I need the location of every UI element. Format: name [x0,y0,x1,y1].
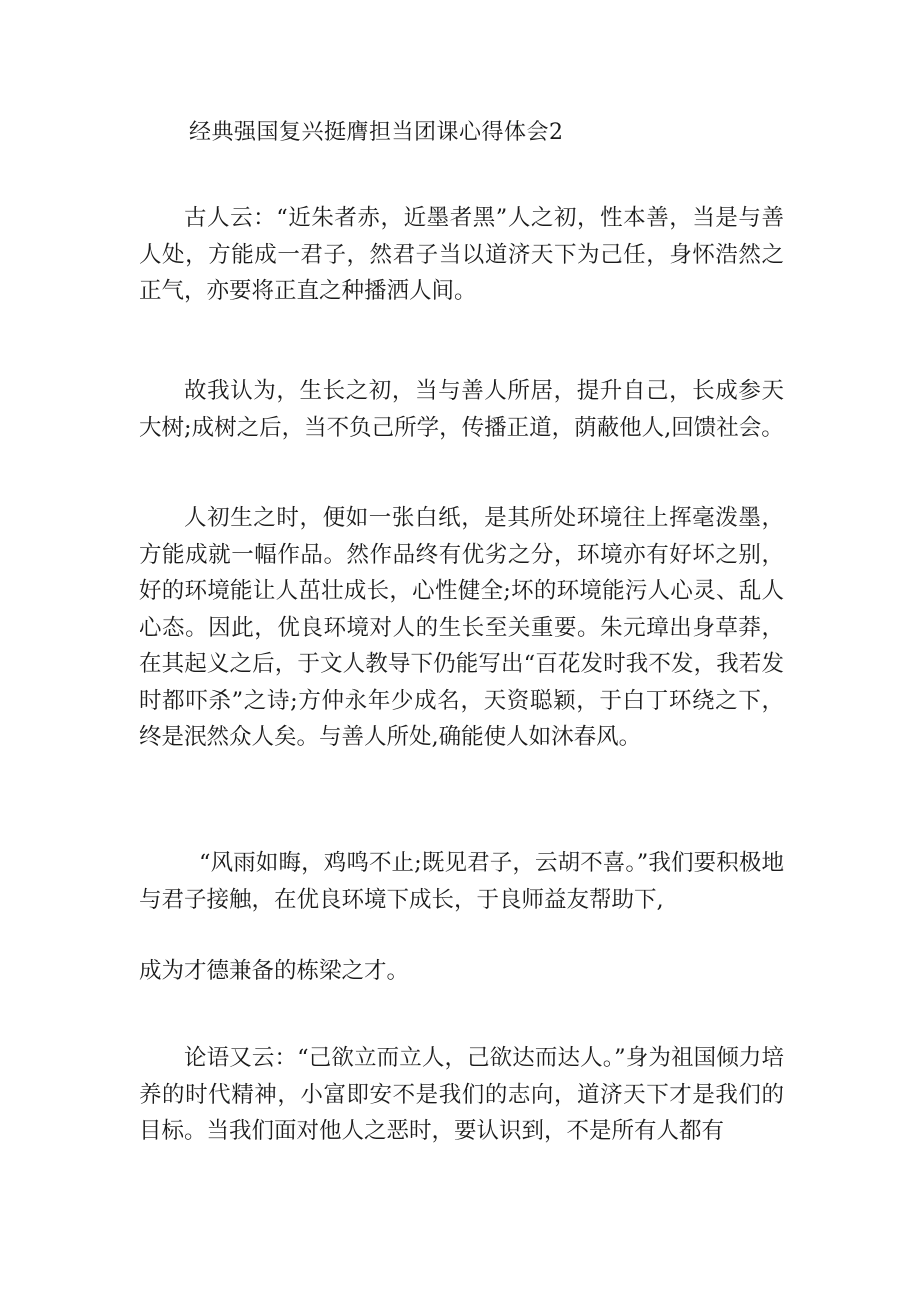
paragraph-3: 人初生之时，便如一张白纸，是其所处环境往上挥毫泼墨，方能成就一幅作品。然作品终有优劣之分，环境亦有好坏之别，好的环境能让人茁壮成长，心性健全;坏的环境能污人心灵、乱人心态。因此，优良环境对人的生长至关重要。朱元璋出身草莽，在其起义之后，于文人教导下仍能写出“百花发时我不发，我若发时都吓杀”之诗;方仲永年少成名，天资聪颖，于白丁环绕之下，终是泯然众人矣。与善人所处,确能使人如沐春风。 [139,505,784,750]
paragraph-1: 古人云：“近朱者赤，近墨者黑”人之初，性本善，当是与善人处，方能成一君子，然君子当以道济天下为己任，身怀浩然之正气，亦要将正直之种播洒人间。 [139,205,784,304]
paragraph-5: 成为才德兼备的栋梁之才。 [139,958,410,984]
paragraph-2: 故我认为，生长之初，当与善人所居，提升自己，长成参天大树;成树之后，当不负己所学，传播正道，荫蔽他人,回馈社会。 [139,378,784,441]
paragraph-6: 论语又云：“己欲立而立人，己欲达而达人。”身为祖国倾力培养的时代精神，小富即安不是我们的志向，道济天下才是我们的目标。当我们面对他人之恶时，要认识到，不是所有人都有 [139,1045,784,1144]
paragraph-4: “风雨如晦，鸡鸣不止;既见君子，云胡不喜。”我们要积极地与君子接触，在优良环境下成长，于良师益友帮助下, [139,850,784,913]
document-title: 经典强国复兴挺膺担当团课心得体会2 [189,120,564,145]
